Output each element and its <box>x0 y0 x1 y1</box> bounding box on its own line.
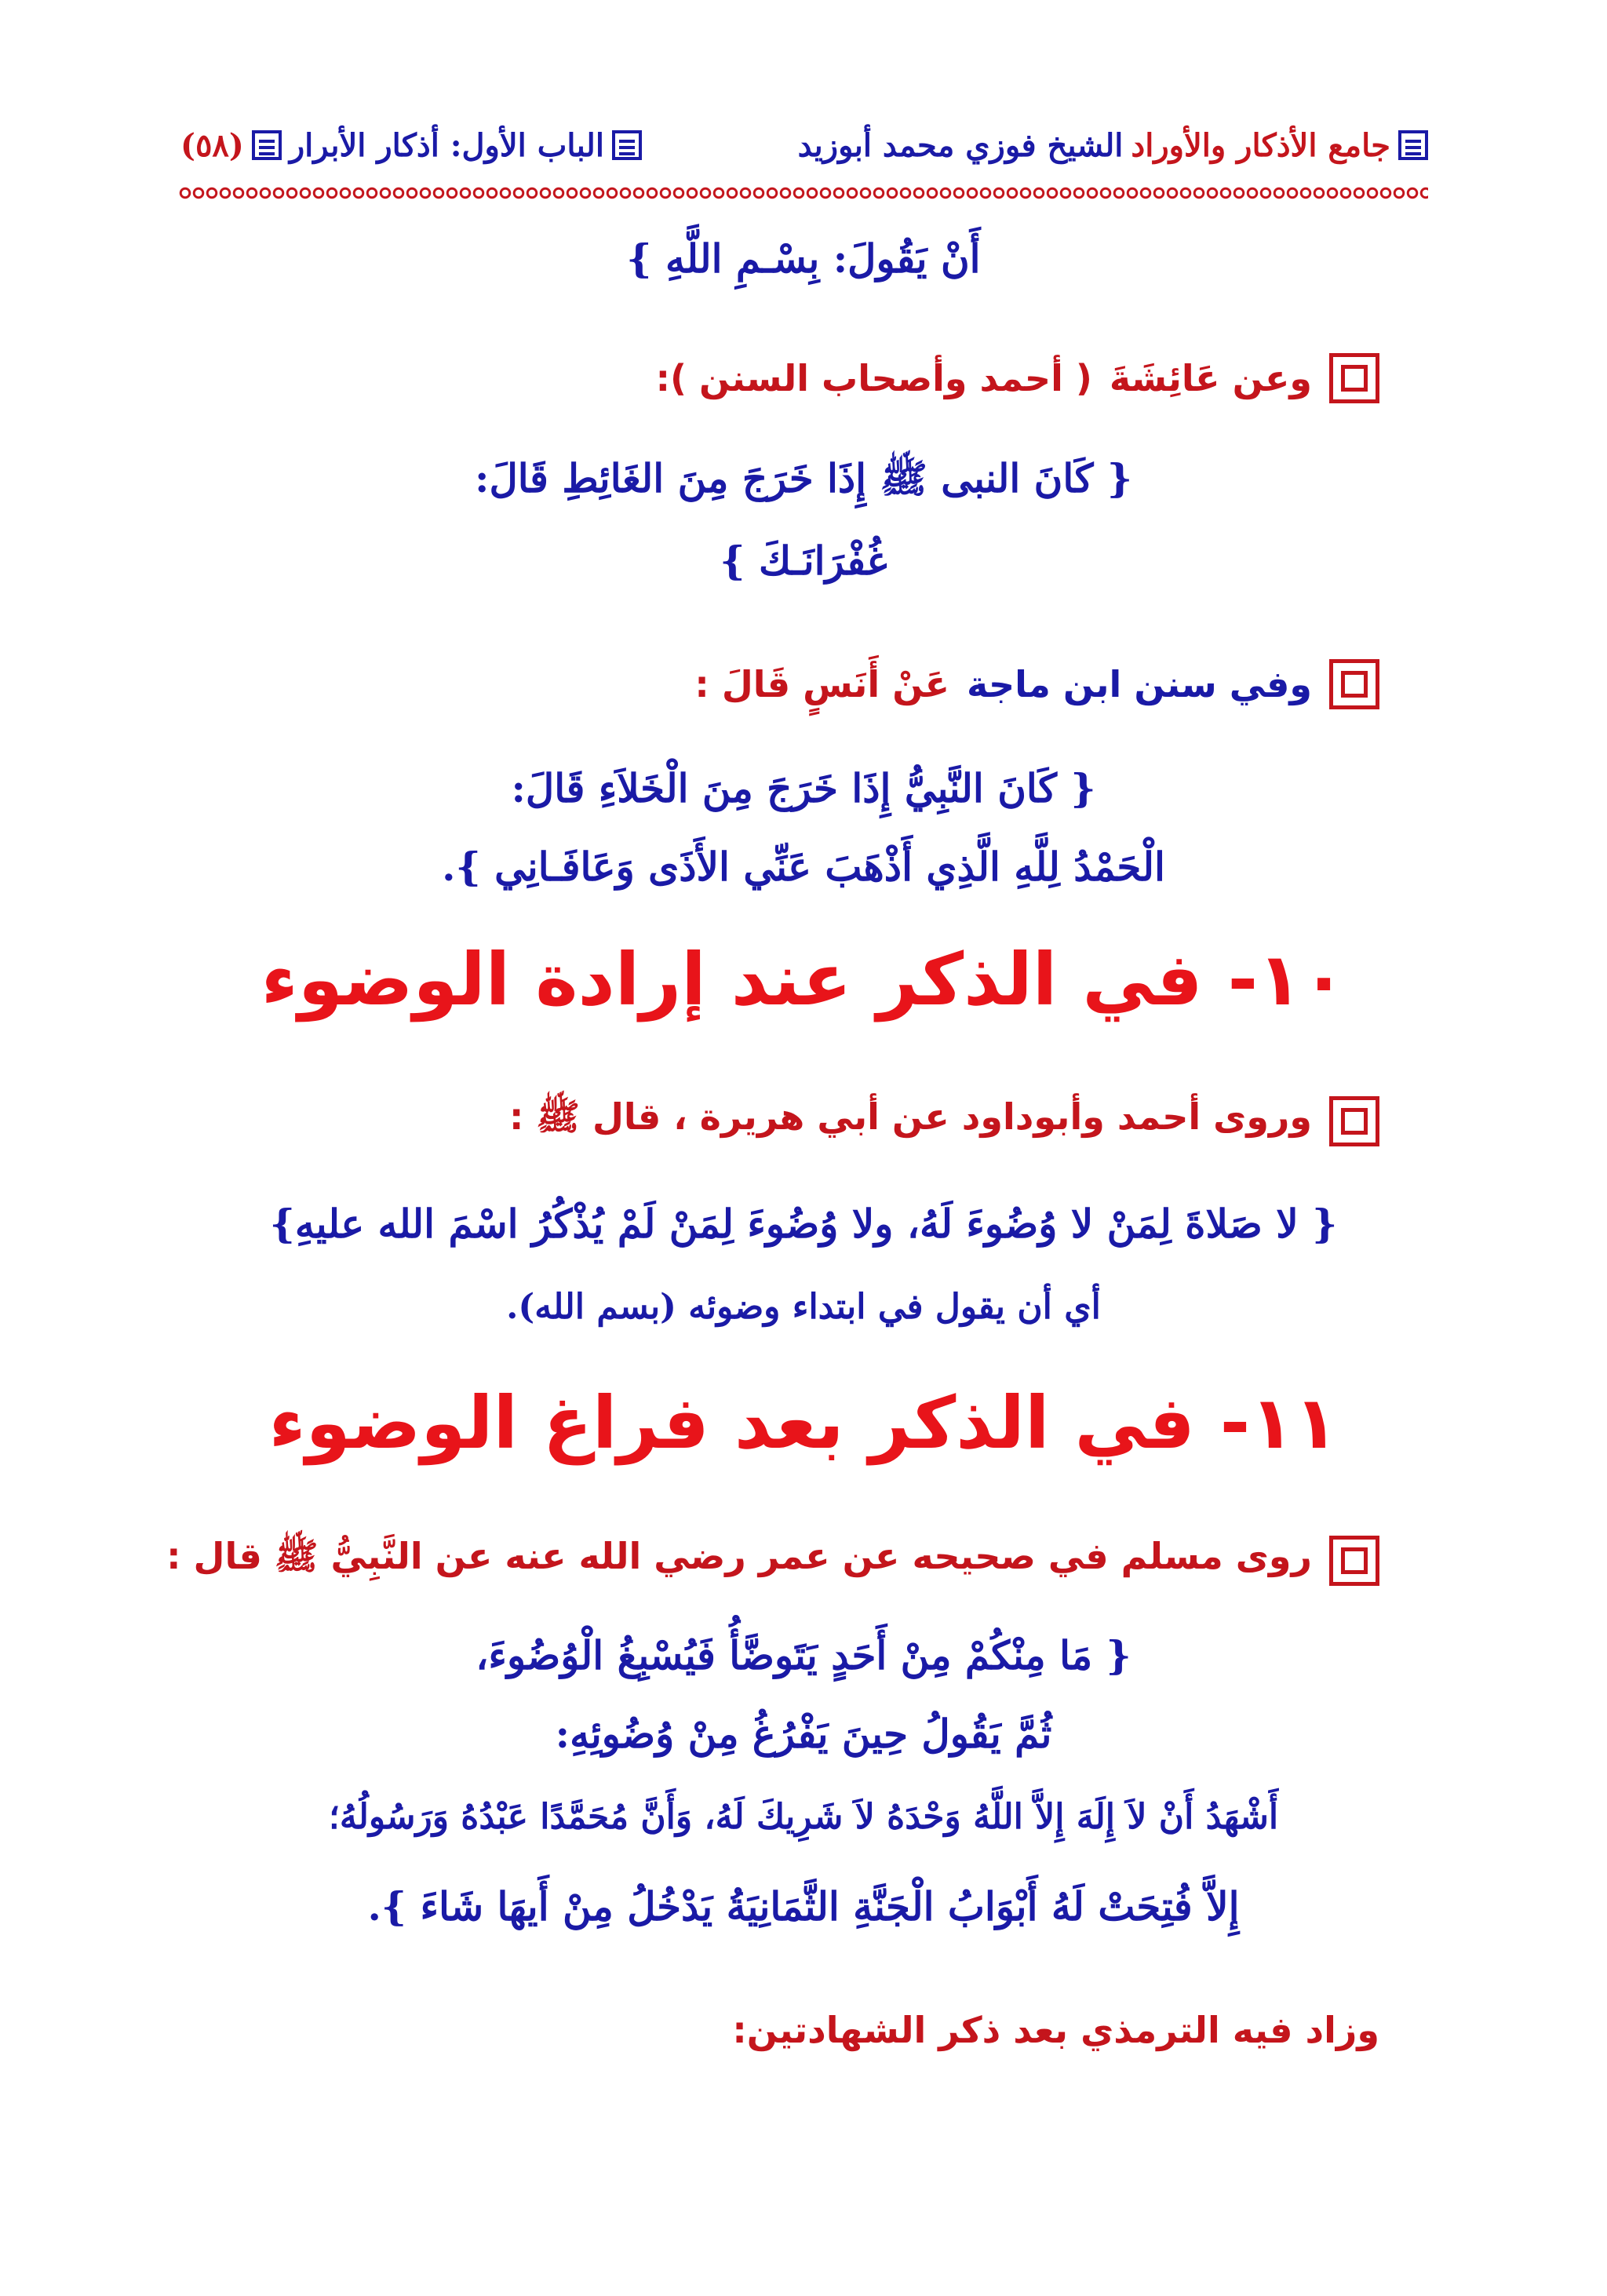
anas-hadith-line-2: الْحَمْدُ لِلَّهِ الَّذِي أَذْهَبَ عَنِّي الأَذَى وَعَافَـانِي }. <box>442 844 1165 890</box>
page-number: (٥٨) <box>180 126 244 164</box>
section-11-hadith-line-2: ثُمَّ يَقُولُ حِينَ يَفْرُغُ مِنْ وُضُوئِهِ: <box>555 1711 1052 1757</box>
aisha-hadith-line-1: { كَانَ النبى ﷺ إِذَا خَرَجَ مِنَ الغَائِطِ قَالَ: <box>475 455 1132 501</box>
square-bullet-icon <box>1329 353 1379 403</box>
header-ornament-border <box>179 184 1428 202</box>
section-10-intro <box>509 1095 1379 1147</box>
author-name: الشيخ فوزي محمد أبوزيد <box>797 126 1124 164</box>
anas-hadith-line-1: { كَانَ النَّبِيُّ إِذَا خَرَجَ مِنَ الْخَلاَءِ قَالَ: <box>511 765 1096 811</box>
section-10-hadith: { لا صَلاةَ لِمَنْ لا وُضُوءَ لَهُ، ولا وُضُوءَ لِمَنْ لَمْ يُذْكُرُ اسْمَ الله عليهِ} <box>269 1201 1338 1247</box>
section-11-hadith-line-4: إِلاَّ فُتِحَتْ لَهُ أَبْوَابُ الْجَنَّةِ الثَّمَانِيَةُ يَدْخُلُ مِنْ أَيهَا شَاءَ }. <box>367 1883 1240 1930</box>
tirmidhi-note <box>732 2009 1379 2051</box>
book-icon <box>1398 130 1428 160</box>
section-10-intro-text: وروى أحمد وأبوداود عن أبي هريرة ، قال ﷺ : <box>508 1095 1312 1138</box>
header-left-group <box>180 127 642 164</box>
header-right-group <box>798 127 1428 164</box>
aisha-intro <box>656 353 1379 403</box>
page-header <box>180 118 1428 173</box>
square-bullet-icon <box>1329 1096 1379 1146</box>
chapter-title: الباب الأول: أذكار الأبرار <box>289 126 604 164</box>
anas-intro <box>694 659 1379 709</box>
aisha-intro-text: وعن عَائِشَةَ <box>1109 357 1312 399</box>
section-10-title: ١٠- في الذكر عند إرادة الوضوء <box>261 938 1346 1022</box>
square-bullet-icon <box>1329 659 1379 709</box>
section-11-intro-text: روى مسلم في صحيحه عن عمر رضي الله عنه عن النَّبِيُّ ﷺ قال : <box>166 1535 1312 1577</box>
anas-intro-source: وفي سنن ابن ماجة <box>967 663 1312 705</box>
tirmidhi-note-text: وزاد فيه الترمذي بعد ذكر الشهادتين: <box>732 2009 1379 2051</box>
section-10-note: أي أن يقول في ابتداء وضوئه (بسم الله). <box>506 1287 1101 1327</box>
anas-intro-narrator: عَنْ أَنَسٍ قَالَ : <box>694 663 950 705</box>
document-icon <box>612 130 642 160</box>
aisha-hadith-line-2: غُفْرَانَـكَ } <box>720 538 887 584</box>
square-bullet-icon <box>1329 1536 1379 1586</box>
section-11-intro <box>166 1534 1379 1587</box>
section-11-hadith-line-1: { مَا مِنْكُمْ مِنْ أَحَدٍ يَتَوضَّأُ فَيُسْبِغُ الْوُضُوءَ، <box>476 1632 1131 1678</box>
book-title: جامع الأذكار والأوراد <box>1131 126 1390 164</box>
section-11-title: ١١- في الذكر بعد فراغ الوضوء <box>268 1381 1339 1465</box>
page-icon <box>252 130 282 160</box>
section-11-hadith-line-3: أَشْهَدُ أَنْ لاَ إِلَهَ إِلاَّ اللَّهُ وَحْدَهُ لاَ شَرِيكَ لَهُ، وَأَنَّ مُحَمَّدًا عَبْدُهُ وَرَسُولُهُ؛ <box>328 1797 1279 1837</box>
verse-line-bismillah: أَنْ يَقُولَ: بِسْـمِ اللَّهِ } <box>626 235 981 282</box>
aisha-source: ( أحمد وأصحاب السنن ): <box>655 357 1092 399</box>
